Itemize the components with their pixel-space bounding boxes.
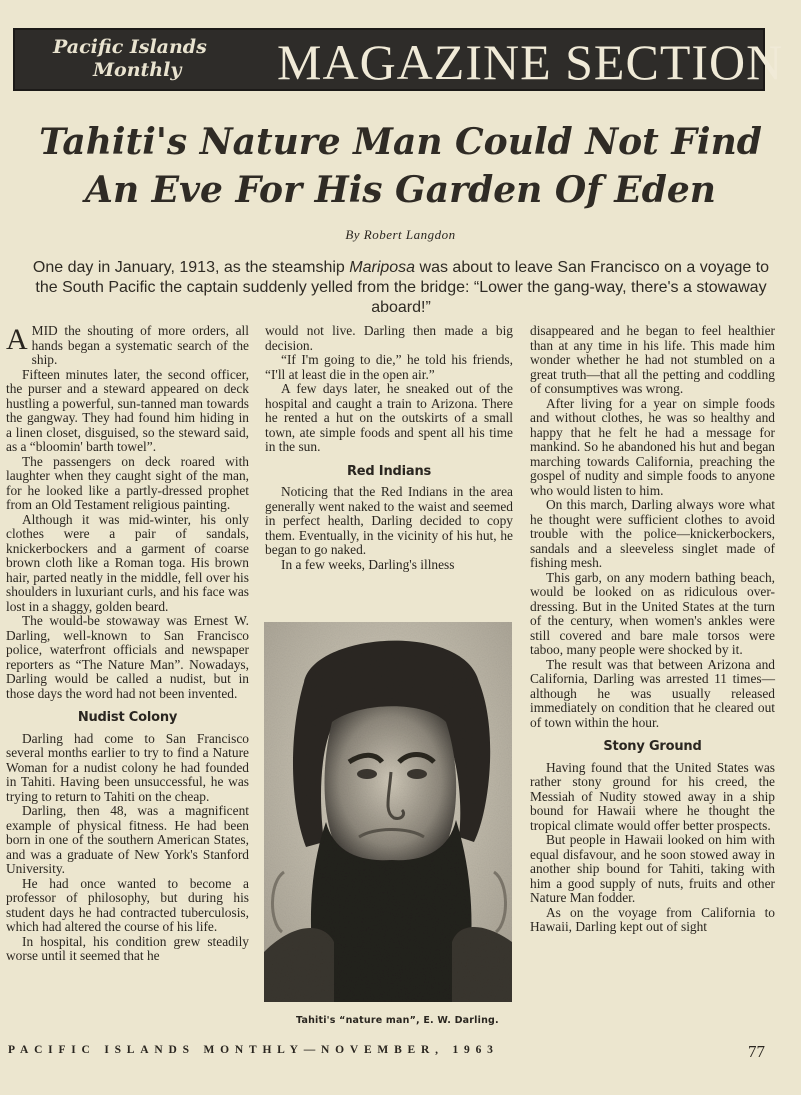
photo-caption: Tahiti's “nature man”, E. W. Darling. xyxy=(296,1015,499,1026)
paragraph: Having found that the United States was rather stony ground for his creed, the Messiah of Nudity stowed away in a ship bound for Hawaii where he thought the tropical climate would offer better prospects. xyxy=(530,759,775,833)
section-title: MAGAZINE SECTION xyxy=(277,34,784,90)
headline-line-2: An Eve For His Garden Of Eden xyxy=(85,169,716,211)
page-number: 77 xyxy=(748,1042,765,1061)
paragraph: The passengers on deck roared with laughter when they caught sight of the man, for he looked like a partly-dressed prophet from an Old Testament religious painting. xyxy=(6,453,249,512)
drop-cap: A xyxy=(6,323,28,356)
column-3 xyxy=(530,324,775,935)
paragraph: In a few weeks, Darling's illness xyxy=(281,556,455,572)
paragraph: Fifteen minutes later, the second officer, the purser and a steward appeared on deck hustling a powerful, sun-tanned man towards the gangway. They had found him hiding in a linen closet, disguised, so the steward said, as a “bloomin' barth towel”. xyxy=(6,366,249,454)
article-intro: One day in January, 1913, as the steamship Mariposa was about to leave San Francisco on a voyage to the South Pacific the captain suddenly yelled from the bridge: “Lower the gang-way, there's a stowaway aboard!” xyxy=(32,259,770,316)
paragraph: Darling, then 48, was a magnificent example of physical fitness. He had been born in one of the southern American States, and was a graduate of New York's Stanford University. xyxy=(6,803,249,876)
paragraph: “If I'm going to die,” he told his friends, “I'll at least die in the open air.” xyxy=(265,352,513,382)
headline-line-1: Tahiti's Nature Man Could Not Find xyxy=(39,121,762,163)
subhead-red-indians: Red Indians xyxy=(346,463,432,479)
paragraph: He had once wanted to become a professor of philosophy, but during his student days he had contracted tuberculosis, which had altered the course of his life. xyxy=(6,875,249,934)
subhead-stony-ground: Stony Ground xyxy=(603,739,702,754)
paragraph: disappeared and he began to feel healthier than at any time in his life. This made him wonder whether he had not stumbled on a great truth—that all the petting and coddling of consumptives was wrong. xyxy=(530,323,775,396)
article-byline: By Robert Langdon xyxy=(345,227,456,242)
column-2 xyxy=(265,324,513,572)
paragraph: This garb, on any modern bathing beach, would be looked on as ridiculous over-dressing. But in the United States at the turn of the century, when women's ankles were still covered and bare male torsos were taboo, many people were shocked by it. xyxy=(530,569,775,657)
page-footer: PACIFIC ISLANDS MONTHLY—NOVEMBER, 1963 xyxy=(8,1044,499,1056)
paragraph: In hospital, his condition grew steadily worse until it seemed that he xyxy=(6,933,249,963)
column-1 xyxy=(6,324,249,964)
paragraph: But people in Hawaii looked on him with equal disfavour, and he soon stowed away in another ship bound for Tahiti, taking with him a good supply of nuts, fruits and other Nature Man fodder. xyxy=(530,832,775,905)
subhead-nudist-colony: Nudist Colony xyxy=(77,710,178,725)
paragraph: Darling had come to San Francisco several months earlier to try to find a Nature Woman for a nudist colony he had founded in Tahiti. Having been unsuccessful, he was trying to return to Tahiti on the cheap. xyxy=(6,730,249,804)
ship-name: Mariposa xyxy=(349,259,416,276)
paragraph: AMID the shouting of more orders, all hands began a systematic search of the ship. xyxy=(6,323,249,367)
publication-title: Pacific Islands Monthly xyxy=(53,36,207,81)
article-headline xyxy=(0,118,801,214)
section-banner xyxy=(13,28,784,91)
paragraph: Noticing that the Red Indians in the area generally went naked to the waist and seemed in perfect health, Darling decided to copy them. Eventually, in the vicinity of his hut, he began to go naked. xyxy=(265,484,513,557)
paragraph: The result was that between Arizona and California, Darling was arrested 11 times—although he was usually released immediately on condition that he cleared out of town within the hour. xyxy=(530,656,775,730)
paragraph: As on the voyage from California to Hawaii, Darling kept out of sight xyxy=(530,904,775,934)
paragraph: After living for a year on simple foods and without clothes, he was so healthy and happy that he felt he had a message for mankind. So he abandoned his hut and began marching towards California, preaching the gospel of nudity and simple foods to anyone who would listen to him. xyxy=(530,395,775,498)
paragraph: On this march, Darling always wore what he thought were sufficient clothes to avoid trouble with the police—knickerbockers, sandals and a sleeveless singlet made of fishing mesh. xyxy=(530,497,775,570)
paragraph: A few days later, he sneaked out of the hospital and caught a train to Arizona. There he rented a hut on the outskirts of a small town, ate simple foods and spent all his time in the sun. xyxy=(265,381,513,454)
paragraph: would not live. Darling then made a big decision. xyxy=(265,323,513,353)
portrait-photo xyxy=(264,622,512,1002)
paragraph: Although it was mid-winter, his only clothes were a pair of sandals, knickerbockers and a garment of coarse brown cloth like a Roman toga. His brown hair, parted neatly in the middle, fell over his shoulders in luxuriant curls, and his face was lost in a shaggy, golden beard. xyxy=(6,511,249,614)
paragraph: The would-be stowaway was Ernest W. Darling, well-known to San Francisco police, waterfront officials and newspaper reporters as “The Nature Man”. Nowadays, Darling would be called a nudist, but in those days the word had not been invented. xyxy=(6,613,249,701)
